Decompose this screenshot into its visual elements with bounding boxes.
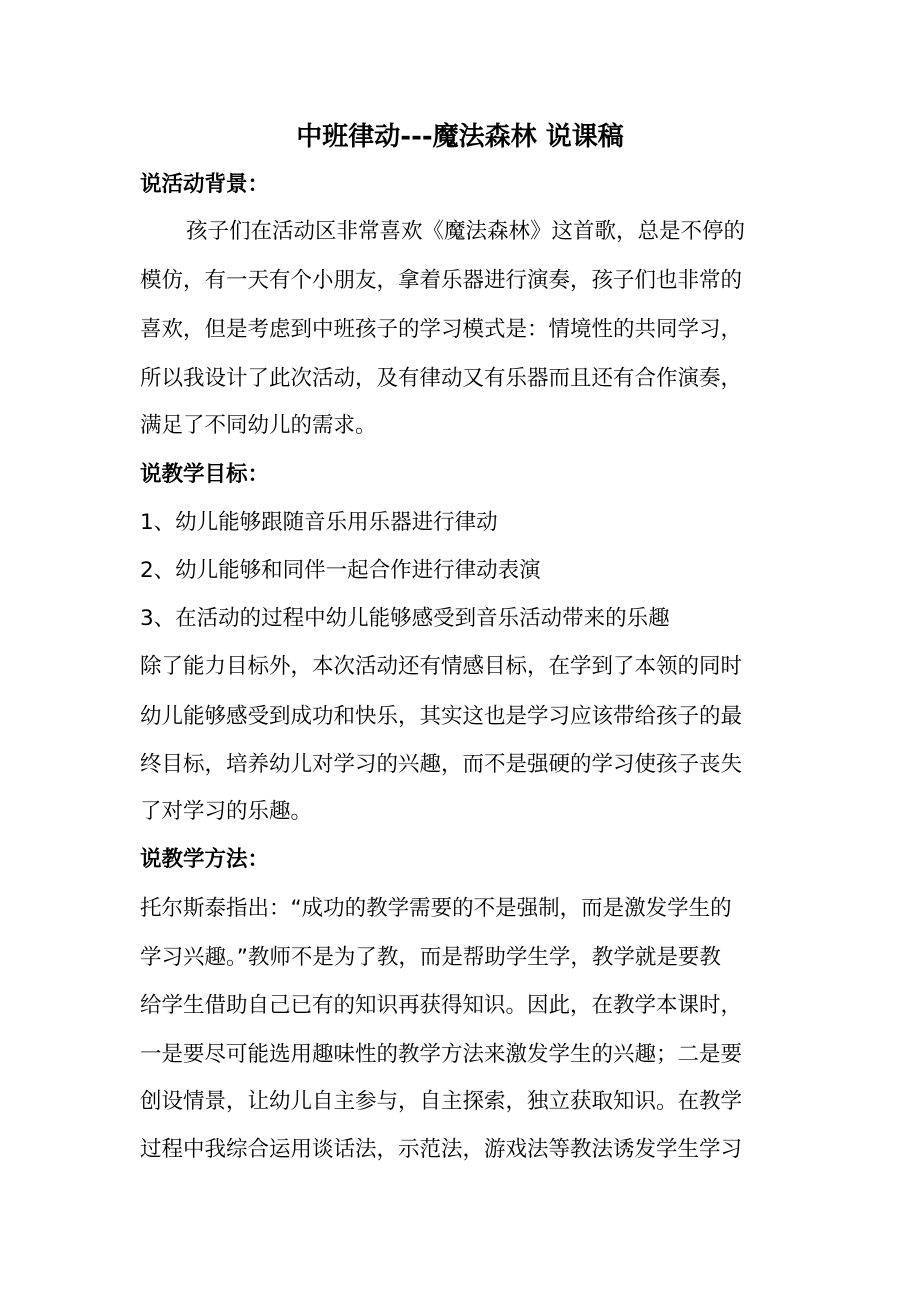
paragraph-line: 孩子们在活动区非常喜欢《魔法森林》这首歌，总是不停的 bbox=[186, 219, 746, 244]
paragraph-line: 一是要尽可能选用趣味性的教学方法来激发学生的兴趣；二是要 bbox=[140, 1042, 743, 1067]
paragraph-line: 满足了不同幼儿的需求。 bbox=[140, 413, 377, 438]
paragraph-line: 了对学习的乐趣。 bbox=[140, 799, 313, 824]
list-item: 3、在活动的过程中幼儿能够感受到音乐活动带来的乐趣 bbox=[140, 606, 670, 631]
paragraph-line: 终目标，培养幼儿对学习的兴趣，而不是强硬的学习使孩子丧失 bbox=[140, 752, 743, 777]
paragraph-line: 模仿，有一天有个小朋友，拿着乐器进行演奏，孩子们也非常的 bbox=[140, 268, 743, 293]
paragraph-line: 所以我设计了此次活动，及有律动又有乐器而且还有合作演奏， bbox=[140, 366, 743, 391]
paragraph-line: 除了能力目标外，本次活动还有情感目标，在学到了本领的同时 bbox=[140, 654, 743, 679]
section-heading-goals: 说教学目标： bbox=[140, 462, 270, 487]
list-item: 1、幼儿能够跟随音乐用乐器进行律动 bbox=[140, 510, 498, 535]
section-heading-background: 说活动背景： bbox=[140, 172, 270, 197]
paragraph-line: 喜欢，但是考虑到中班孩子的学习模式是：情境性的共同学习， bbox=[140, 317, 743, 342]
paragraph-line: 过程中我综合运用谈话法，示范法，游戏法等教法诱发学生学习 bbox=[140, 1137, 743, 1162]
paragraph-line: 幼儿能够感受到成功和快乐，其实这也是学习应该带给孩子的最 bbox=[140, 704, 743, 729]
paragraph-line: 学习兴趣。”教师不是为了教，而是帮助学生学，教学就是要教 bbox=[140, 945, 721, 970]
paragraph-line: 给学生借助自己已有的知识再获得知识。因此，在教学本课时， bbox=[140, 993, 743, 1018]
paragraph-line: 托尔斯泰指出：“成功的教学需要的不是强制，而是激发学生的 bbox=[140, 896, 732, 921]
list-item: 2、幼儿能够和同伴一起合作进行律动表演 bbox=[140, 558, 541, 583]
page-title: 中班律动---魔法森林 说课稿 bbox=[296, 122, 624, 152]
paragraph-line: 创设情景，让幼儿自主参与，自主探索，独立获取知识。在教学 bbox=[140, 1089, 743, 1114]
section-heading-methods: 说教学方法： bbox=[140, 847, 270, 872]
